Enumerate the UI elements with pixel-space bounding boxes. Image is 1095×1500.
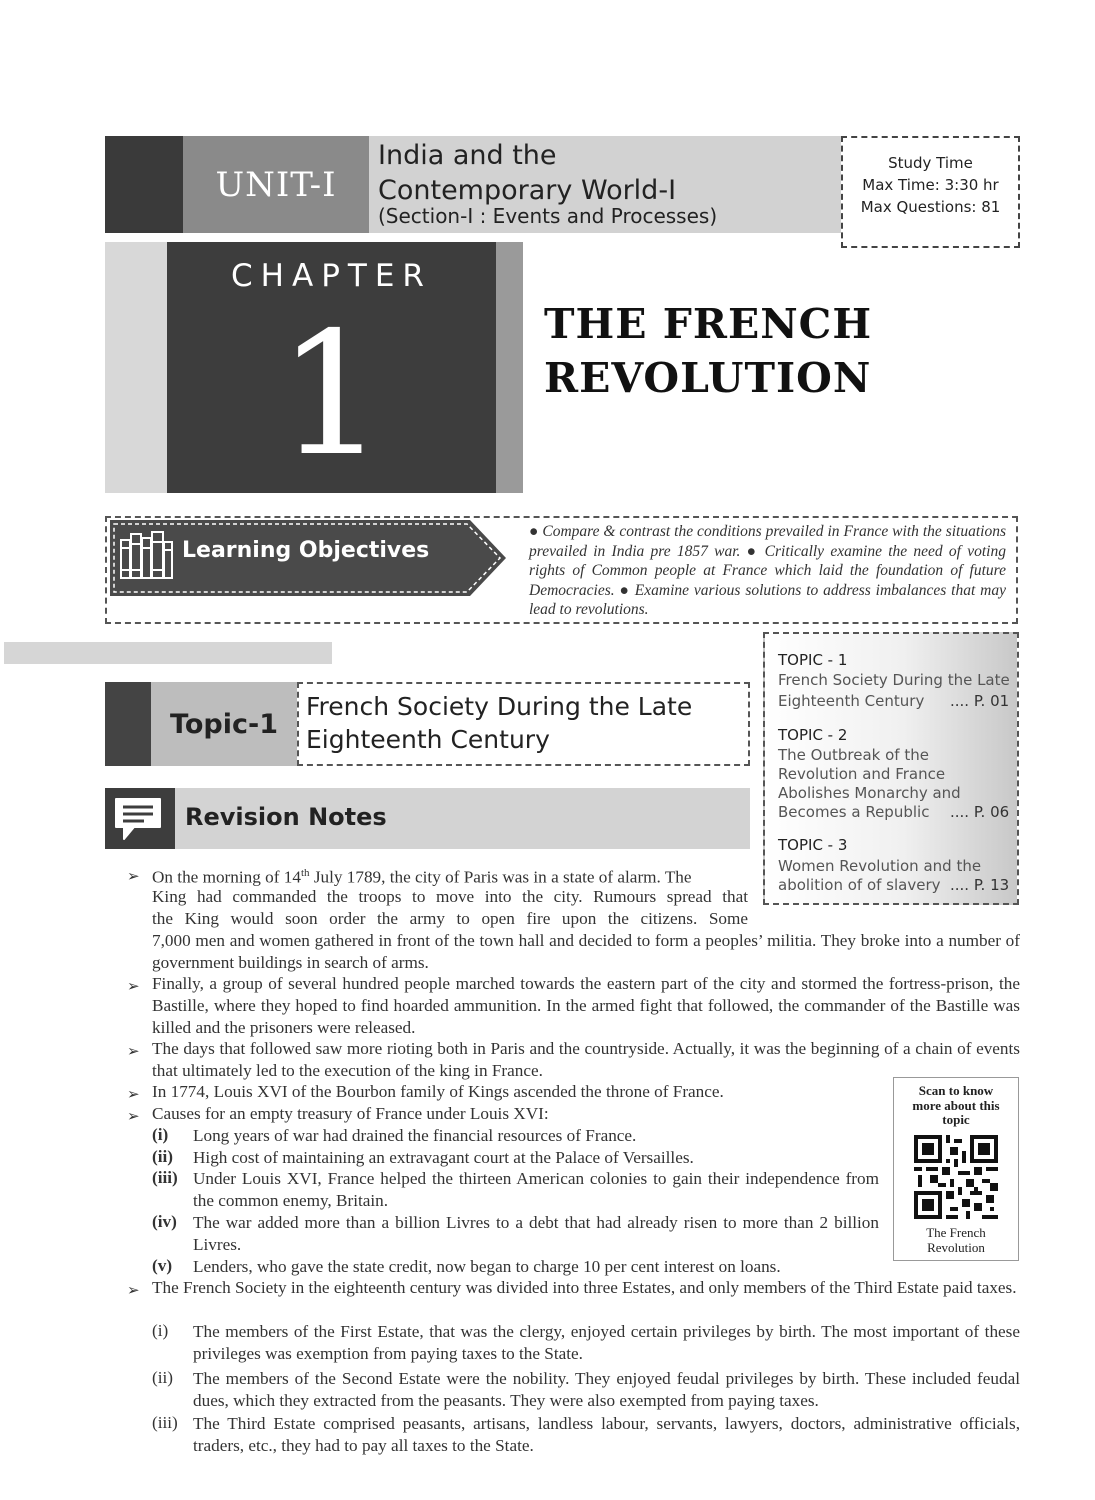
topic-index-1-page: .... P. 01 — [950, 692, 1010, 710]
para1-line1: On the morning of 14th July 1789, the city of Paris was in a state of alarm. The — [152, 867, 692, 887]
topic-index-2-line3: Abolishes Monarchy and — [778, 784, 961, 802]
topic-index-3-head: TOPIC - 3 — [778, 836, 848, 854]
unit-label-block — [183, 136, 369, 233]
topic-index-2-line2: Revolution and France — [778, 765, 946, 783]
para6: The French Society in the eighteenth century was divided into three Estates, and only members of the Third Estate paid taxes. — [152, 1278, 1017, 1297]
chapter-title-line2: REVOLUTION — [544, 354, 872, 402]
bullet-arrow-icon: ➢ — [127, 867, 140, 885]
topic1-title-line2: Eighteenth Century — [306, 725, 550, 754]
bullet-arrow-icon: ➢ — [127, 977, 140, 995]
chapter-word: CHAPTER — [231, 258, 432, 294]
study-time-box — [841, 136, 1020, 248]
cause-2: High cost of maintaining an extravagant court at the Palace of Versailles. — [193, 1148, 694, 1167]
cause-num-3: (iii) — [152, 1168, 178, 1187]
unit-label: UNIT-I — [215, 164, 337, 205]
unit-subtitle: (Section-I : Events and Processes) — [378, 204, 718, 228]
note-icon — [112, 795, 164, 843]
chapter-right-band — [496, 242, 523, 493]
topic-index-3-line1: Women Revolution and the — [778, 857, 982, 875]
qr-caption-bottom: The French Revolution — [926, 1225, 986, 1255]
estate-num-2: (ii) — [152, 1368, 173, 1387]
unit-dark-block — [105, 136, 183, 233]
topic-index-1-head: TOPIC - 1 — [778, 651, 848, 669]
chapter-left-band — [105, 242, 167, 493]
learning-objectives-title: Learning Objectives — [182, 538, 430, 563]
chapter-title — [544, 297, 872, 405]
topic-index-2-line4: Becomes a Republic — [778, 803, 930, 821]
topic1-label-block — [151, 682, 297, 766]
topic-index-1-line2: Eighteenth Century — [778, 692, 925, 710]
bullet-arrow-icon: ➢ — [127, 1042, 140, 1060]
study-max-questions: Max Questions: 81 — [860, 198, 1001, 216]
cause-num-4: (iv) — [152, 1212, 177, 1231]
cause-4: The war added more than a billion Livres to a debt that had already risen to more than 2 billion Livres. — [193, 1213, 879, 1254]
topic1-label: Topic-1 — [170, 708, 278, 740]
topic-index-2-head: TOPIC - 2 — [778, 726, 848, 744]
para2: Finally, a group of several hundred people marched towards the eastern part of the city and stormed the fortress-prison, the Bastille, where they hoped to find hoarded ammunition. In the armed fight that followed, the commander of the Bastille was killed and the prisoners were released. — [152, 974, 1020, 1037]
books-icon — [118, 530, 176, 582]
qr-code-icon[interactable] — [914, 1135, 998, 1219]
study-time-heading: Study Time — [888, 154, 973, 172]
estate-num-3: (iii) — [152, 1413, 178, 1432]
topic1-dark-block — [105, 682, 151, 766]
cause-5: Lenders, who gave the state credit, now began to charge 10 per cent interest on loans. — [193, 1257, 781, 1276]
cause-num-5: (v) — [152, 1256, 173, 1275]
para4: In 1774, Louis XVI of the Bourbon family of Kings ascended the throne of France. — [152, 1082, 724, 1101]
bullet-arrow-icon: ➢ — [127, 1281, 140, 1299]
topic1-title-line1: French Society During the Late — [306, 692, 693, 721]
para1-rest: 7,000 men and women gathered in front of the town hall and decided to form a peoples’ militia. They broke into a number of government buildings in search of arms. — [152, 931, 1020, 972]
cause-num-2: (ii) — [152, 1147, 173, 1166]
cause-num-1: (i) — [152, 1125, 169, 1144]
chapter-title-line1: THE FRENCH — [544, 300, 873, 348]
topic-index-3-line2: abolition of of slavery — [778, 876, 941, 894]
topic-index-1-line1: French Society During the Late — [778, 671, 1010, 689]
para3: The days that followed saw more rioting both in Paris and the countryside. Actually, it was the beginning of a chain of events that ultimately led to the execution of the king in France. — [152, 1039, 1020, 1080]
estate-1: The members of the First Estate, that was the clergy, enjoyed certain privileges by birth. The most important of these privileges was exemption from paying taxes to the State. — [193, 1322, 1020, 1363]
learning-objectives-text: ● Compare & contrast the conditions prevailed in France with the situations prevailed in India pre 1857 war. ● Critically examine the need of voting rights of Common people at France which laid the foundation of future Democracies. ● Examine various solutions to address imbalances that may lead to revolutions. — [529, 523, 1006, 619]
para5: Causes for an empty treasury of France under Louis XVI: — [152, 1104, 549, 1123]
chapter-number: 1 — [277, 296, 386, 494]
study-max-time: Max Time: 3:30 hr — [862, 176, 999, 194]
qr-caption-top: Scan to know more about this topic — [912, 1083, 1000, 1127]
cause-3: Under Louis XVI, France helped the thirteen American colonies to gain their independence from the common enemy, Britain. — [193, 1169, 879, 1210]
cause-1: Long years of war had drained the financial resources of France. — [193, 1126, 637, 1145]
topic-index-2-line1: The Outbreak of the — [778, 746, 929, 764]
bullet-arrow-icon: ➢ — [127, 1085, 140, 1103]
topic-index-3-page: .... P. 13 — [950, 876, 1010, 894]
revision-notes-title: Revision Notes — [185, 803, 387, 831]
para1-line3: the King would soon order the army to open fire upon the citizens. Some — [152, 909, 748, 928]
unit-title-line1: India and the — [378, 140, 557, 171]
decorative-strip — [4, 642, 332, 664]
bullet-arrow-icon: ➢ — [127, 1107, 140, 1125]
unit-title-line2: Contemporary World-I — [378, 175, 677, 206]
unit-title — [378, 138, 676, 208]
estate-3: The Third Estate comprised peasants, artisans, landless labour, servants, lawyers, doctors, administrative officials, traders, etc., they had to pay all taxes to the State. — [193, 1414, 1020, 1455]
estate-2: The members of the Second Estate were the nobility. They enjoyed feudal privileges by birth. These included feudal dues, which they extracted from the peasants. They were also exempted from paying taxes. — [193, 1369, 1020, 1410]
topic1-title — [306, 690, 692, 756]
estate-num-1: (i) — [152, 1321, 169, 1340]
para1-line2: King had commanded the troops to move into the city. Rumours spread that — [152, 887, 748, 906]
topic-index-2-page: .... P. 06 — [950, 803, 1010, 821]
